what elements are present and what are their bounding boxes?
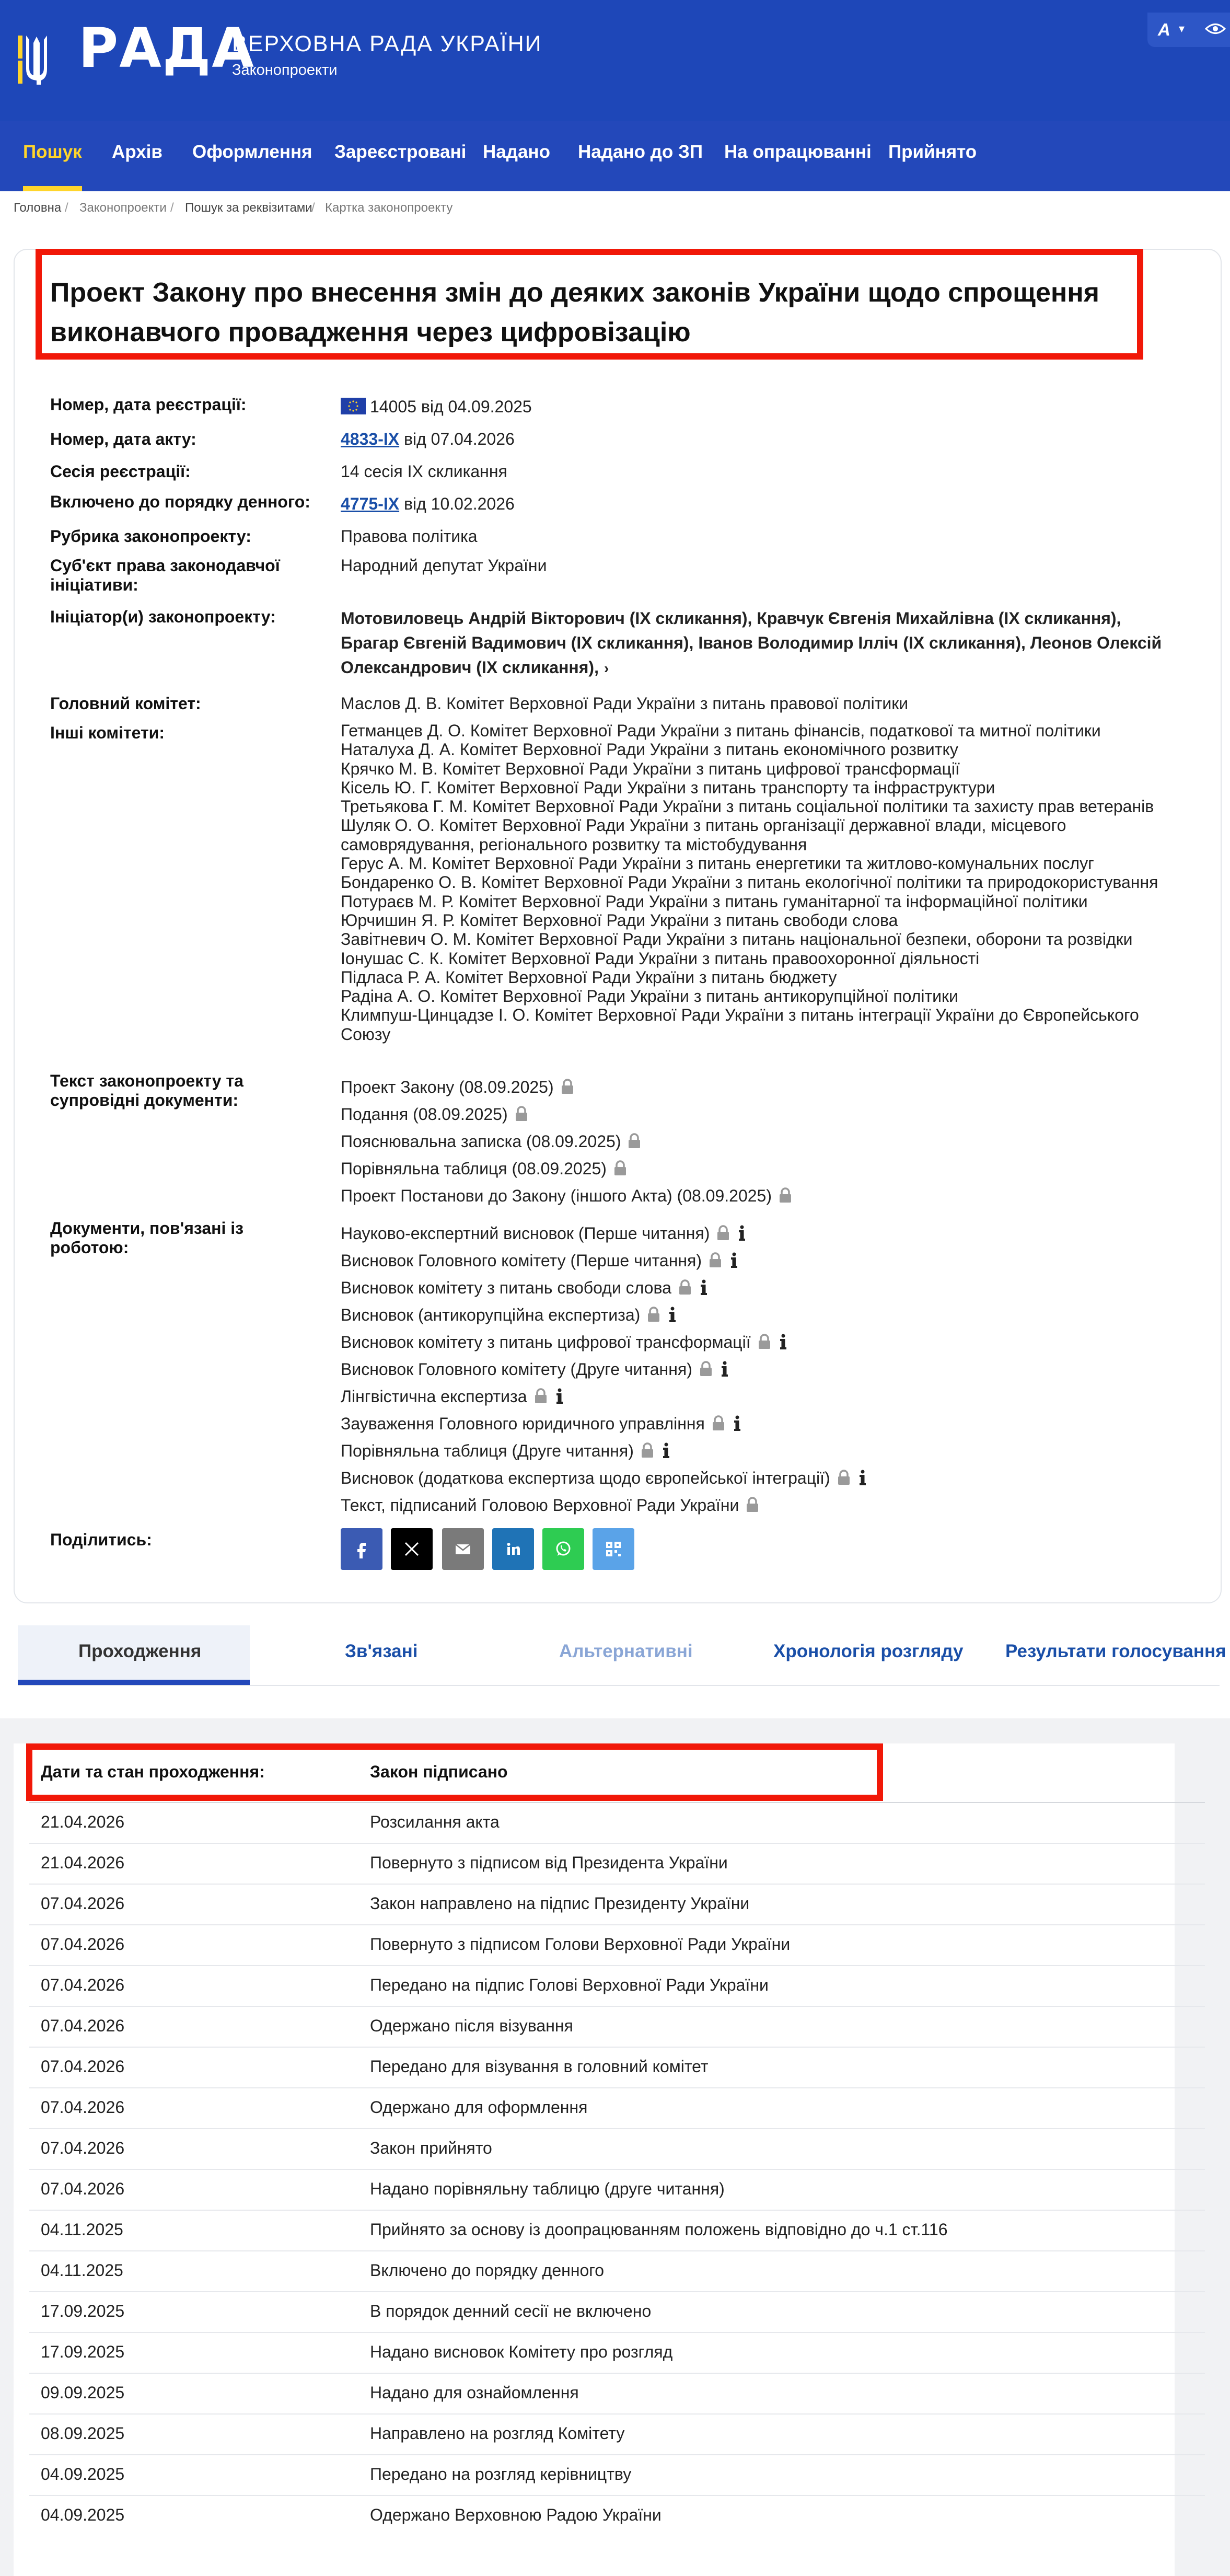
tabs-divider [18, 1685, 1220, 1686]
row-divider [29, 2087, 1205, 2088]
font-size-button[interactable]: A [1158, 20, 1170, 39]
lock-icon [711, 1415, 726, 1431]
eye-icon[interactable] [1205, 22, 1226, 36]
section-spacer [0, 1718, 1230, 1734]
info-icon[interactable] [721, 1361, 729, 1377]
row-status: Закон направлено на підпис Президенту України [370, 1894, 750, 1913]
work-doc-item[interactable]: Висновок Головного комітету (Друге читання) [341, 1360, 729, 1379]
work-doc-item[interactable]: Текст, підписаний Головою Верховної Ради України [341, 1496, 760, 1515]
session-value: 14 сесія IX скликання [341, 462, 507, 481]
nav-item-search[interactable]: Пошук [23, 121, 82, 191]
work-doc-item[interactable]: Порівняльна таблиця (Друге читання) [341, 1441, 670, 1460]
row-divider [29, 1924, 1205, 1925]
nav-item-provided[interactable]: Надано [483, 142, 550, 162]
breadcrumb-separator: / [65, 201, 68, 215]
lock-icon [757, 1334, 772, 1349]
row-status: Надано для ознайомлення [370, 2383, 579, 2402]
row-date: 07.04.2026 [41, 2098, 125, 2117]
act-label: Номер, дата акту: [50, 430, 196, 448]
session-label: Сесія реєстрації: [50, 462, 191, 481]
tab-alternative[interactable]: Альтернативні [559, 1641, 693, 1661]
info-icon[interactable] [730, 1252, 738, 1268]
row-date: 07.04.2026 [41, 2016, 125, 2035]
row-status: Направлено на розгляд Комітету [370, 2424, 625, 2443]
row-date: 04.11.2025 [41, 2220, 123, 2239]
lock-icon [837, 1470, 851, 1485]
reg-value: 14005 від 04.09.2025 [370, 397, 532, 416]
bill-title: Проект Закону про внесення змін до деяких законів України щодо спрощення виконавчого провадження через цифровізацію [50, 278, 1100, 348]
subject-value: Народний депутат України [341, 556, 547, 575]
info-icon[interactable] [779, 1334, 787, 1349]
row-divider [29, 2047, 1205, 2048]
info-icon[interactable] [738, 1225, 746, 1241]
share-linkedin-button[interactable] [492, 1528, 534, 1570]
breadcrumb-search[interactable]: Пошук за реквізитами [185, 201, 312, 215]
docs-label: Документи, пов'язані із роботою: [50, 1219, 244, 1257]
chevron-right-icon[interactable]: › [604, 660, 609, 676]
committee-item: Наталуха Д. А. Комітет Верховної Ради України з питань економічного розвитку [341, 740, 958, 759]
committee-item: Бондаренко О. В. Комітет Верховної Ради України з питань екологічної політики та природокористування [341, 873, 1158, 892]
share-x-button[interactable] [391, 1528, 433, 1570]
row-status: Прийнято за основу із доопрацюванням положень відповідно до ч.1 ст.116 [370, 2220, 948, 2239]
row-status: Передано на підпис Голові Верховної Ради України [370, 1976, 769, 1994]
row-status: В порядок денний сесії не включено [370, 2302, 652, 2320]
chevron-down-icon[interactable]: ▾ [1179, 22, 1185, 35]
texts-label: Текст законопроекту та супровідні документи: [50, 1071, 243, 1110]
row-date: 21.04.2026 [41, 1853, 125, 1872]
reg-value-row [341, 397, 532, 417]
row-status: Надано висновок Комітету про розгляд [370, 2342, 673, 2361]
row-status: Одержано Верховною Радою України [370, 2505, 662, 2524]
linkedin-icon [503, 1539, 524, 1560]
committee-item: Крячко М. В. Комітет Верховної Ради України з питань цифрової трансформації [341, 759, 960, 778]
share-qr-button[interactable] [593, 1528, 634, 1570]
row-date: 07.04.2026 [41, 2179, 125, 2198]
row-divider [29, 2006, 1205, 2007]
lock-icon [627, 1133, 642, 1149]
committee-item: Третьякова Г. М. Комітет Верховної Ради України з питань соціальної політики та захисту прав ветеранів [341, 797, 1154, 816]
lock-icon [678, 1279, 692, 1295]
row-date: 04.09.2025 [41, 2505, 125, 2524]
row-divider [29, 1884, 1205, 1885]
tab-related[interactable]: Зв'язані [345, 1641, 418, 1661]
lock-icon [699, 1361, 713, 1377]
site-logo-text[interactable]: РАДА [78, 16, 255, 80]
row-date: 17.09.2025 [41, 2302, 125, 2320]
nav-item-provided-zp[interactable]: Надано до ЗП [578, 142, 703, 162]
main-committee-value: Маслов Д. В. Комітет Верховної Ради України з питань правової політики [341, 694, 909, 713]
row-divider [29, 2373, 1205, 2374]
row-status: Передано на розгляд керівництву [370, 2465, 632, 2483]
row-divider [29, 2250, 1205, 2251]
nav-item-registered[interactable]: Зареєстровані [334, 142, 467, 162]
info-icon[interactable] [733, 1415, 741, 1431]
row-status: Передано для візування в головний комітет [370, 2057, 709, 2076]
breadcrumb-home[interactable]: Головна [14, 201, 62, 215]
agenda-label: Включено до порядку денного: [50, 492, 310, 511]
accessibility-tools [1147, 13, 1230, 47]
rubric-value: Правова політика [341, 527, 478, 546]
work-doc-item[interactable]: Висновок Головного комітету (Перше читання) [341, 1251, 738, 1270]
committee-item: Шуляк О. О. Комітет Верховної Ради України з питань організації державної влади, місцевого самоврядування, регіонального розвитку та містобудування [341, 816, 1066, 854]
main-nav [0, 121, 1230, 191]
row-status: Повернуто з підписом від Президента України [370, 1853, 728, 1872]
lock-icon [640, 1442, 655, 1458]
eu-flag-icon [341, 398, 366, 414]
tab-chronology[interactable]: Хронологія розгляду [773, 1641, 964, 1661]
act-date: від 07.04.2026 [403, 430, 515, 448]
nav-item-in-processing[interactable]: На опрацюванні [724, 142, 872, 162]
lock-icon [646, 1307, 661, 1322]
row-status: Повернуто з підписом Голови Верховної Ради України [370, 1935, 791, 1954]
info-icon[interactable] [858, 1470, 867, 1485]
row-status: Одержано для оформлення [370, 2098, 588, 2117]
row-status: Одержано після візування [370, 2016, 573, 2035]
progress-header-status: Закон підписано [370, 1762, 508, 1781]
committee-item: Завітневич О. М. Комітет Верховної Ради України з питань національної безпеки, оборони та розвідки [341, 930, 1133, 949]
act-number-link[interactable]: 4833-IX [341, 430, 400, 448]
row-status: Включено до порядку денного [370, 2261, 605, 2280]
work-doc-item[interactable]: Висновок комітету з питань цифрової трансформації [341, 1333, 787, 1351]
initiators-value-row [341, 606, 1177, 680]
row-divider [29, 1965, 1205, 1966]
committee-item: Підласа Р. А. Комітет Верховної Ради України з питань бюджету [341, 967, 837, 987]
breadcrumb-separator: / [170, 201, 174, 215]
main-committee-label: Головний комітет: [50, 694, 201, 713]
nav-item-formatting[interactable]: Оформлення [192, 142, 312, 162]
rubric-label: Рубрика законопроекту: [50, 527, 251, 546]
share-mail-button[interactable] [442, 1528, 484, 1570]
row-date: 21.04.2026 [41, 1812, 125, 1831]
section-name[interactable]: Законопроекти [232, 62, 338, 78]
progress-header-label: Дати та стан проходження: [41, 1762, 265, 1781]
text-doc-item[interactable]: Порівняльна таблиця (08.09.2025) [341, 1159, 628, 1178]
share-facebook-button[interactable] [341, 1528, 382, 1570]
subject-label: Суб'єкт права законодавчої ініціативи: [50, 556, 280, 594]
row-divider [29, 2495, 1205, 2496]
work-doc-item[interactable]: Лінгвістична експертиза [341, 1387, 564, 1406]
initiators-value: Мотовиловець Андрій Вікторович (IX скликання), Кравчук Євгенія Михайлівна (IX скликання), Брагар Євгеній Вадимович (IX скликання), Іванов Володимир Ілліч (IX скликання), Леонов Олексій Олександрович (IX скликання), [341, 609, 1162, 677]
site-subtitle: ВЕРХОВНА РАДА УКРАЇНИ [232, 31, 542, 56]
info-icon[interactable] [555, 1388, 564, 1404]
row-date: 07.04.2026 [41, 1894, 125, 1913]
committee-item: Кісель Ю. Г. Комітет Верховної Ради України з питань транспорту та інфраструктури [341, 778, 995, 797]
row-divider [29, 2169, 1205, 2170]
agenda-date: від 10.02.2026 [403, 494, 515, 513]
lock-icon [514, 1106, 529, 1122]
breadcrumb-bills[interactable]: Законопроекти [79, 201, 167, 215]
lock-icon [745, 1497, 760, 1512]
lock-icon [560, 1079, 575, 1094]
tab-passage[interactable]: Проходження [78, 1641, 202, 1661]
lock-icon [613, 1160, 628, 1176]
other-committees-list [341, 721, 1177, 1044]
other-committees-label: Інші комітети: [50, 723, 165, 742]
committee-item: Герус А. М. Комітет Верховної Ради України з питань енергетики та житлово-комунальних послуг [341, 854, 1094, 873]
agenda-number-link[interactable]: 4775-IX [341, 494, 400, 513]
row-divider [29, 2413, 1205, 2415]
work-doc-item[interactable]: Науково-експертний висновок (Перше читання) [341, 1224, 746, 1243]
committee-item: Гетманцев Д. О. Комітет Верховної Ради України з питань фінансів, податкової та митної політики [341, 721, 1101, 740]
info-icon[interactable] [662, 1442, 670, 1458]
text-doc-item[interactable]: Проект Постанови до Закону (іншого Акта) (08.09.2025) [341, 1186, 793, 1205]
row-status: Розсилання акта [370, 1812, 500, 1831]
row-divider [29, 2128, 1205, 2129]
nav-item-adopted[interactable]: Прийнято [888, 142, 977, 162]
breadcrumb-separator: / [311, 201, 315, 215]
trident-icon[interactable] [18, 32, 47, 87]
committee-item: Юрчишин Я. Р. Комітет Верховної Ради України з питань свободи слова [341, 910, 898, 930]
work-doc-item[interactable]: Висновок комітету з питань свободи слова [341, 1278, 708, 1297]
info-icon[interactable] [668, 1307, 677, 1322]
row-date: 17.09.2025 [41, 2342, 125, 2361]
work-doc-item[interactable]: Зауваження Головного юридичного управління [341, 1414, 741, 1433]
row-date: 07.04.2026 [41, 1976, 125, 1994]
row-divider [29, 2291, 1205, 2292]
row-divider [29, 2332, 1205, 2333]
text-doc-item[interactable]: Пояснювальна записка (08.09.2025) [341, 1132, 642, 1151]
row-date: 04.11.2025 [41, 2261, 123, 2280]
x-icon [401, 1539, 422, 1560]
nav-item-archive[interactable]: Архів [112, 142, 163, 162]
mail-icon [452, 1539, 473, 1560]
row-date: 08.09.2025 [41, 2424, 125, 2443]
committee-item: Радіна А. О. Комітет Верховної Ради України з питань антикорупційної політики [341, 987, 958, 1006]
whatsapp-icon [553, 1539, 574, 1560]
table-header-divider [29, 1802, 1205, 1803]
committee-item: Потураєв М. Р. Комітет Верховної Ради України з питань гуманітарної та інформаційної політики [341, 892, 1088, 911]
row-date: 04.09.2025 [41, 2465, 125, 2483]
tab-voting-results[interactable]: Результати голосування [1005, 1641, 1226, 1661]
row-date: 09.09.2025 [41, 2383, 125, 2402]
tab-active-indicator [18, 1680, 250, 1685]
work-doc-item[interactable]: Висновок (антикорупційна експертиза) [341, 1306, 677, 1324]
committee-item: Климпуш-Цинцадзе І. О. Комітет Верховної Ради України з питань інтеграції України до Європейського Союзу [341, 1006, 1139, 1044]
agenda-value-row [341, 494, 515, 514]
row-date: 07.04.2026 [41, 1935, 125, 1954]
row-date: 07.04.2026 [41, 2139, 125, 2157]
info-icon[interactable] [700, 1279, 708, 1295]
breadcrumb-current: Картка законопроекту [325, 201, 453, 215]
text-doc-item[interactable]: Подання (08.09.2025) [341, 1105, 529, 1124]
row-date: 07.04.2026 [41, 2057, 125, 2076]
nav-active-indicator [23, 186, 82, 191]
work-doc-item[interactable]: Висновок (додаткова експертиза щодо європейської інтеграції) [341, 1469, 867, 1487]
reg-label: Номер, дата реєстрації: [50, 395, 247, 414]
lock-icon [708, 1252, 723, 1268]
text-doc-item[interactable]: Проект Закону (08.09.2025) [341, 1078, 575, 1096]
lock-icon [533, 1388, 548, 1404]
committee-item: Іонушас С. К. Комітет Верховної Ради України з питань правоохоронної діяльності [341, 949, 980, 968]
share-label: Поділитись: [50, 1530, 152, 1549]
row-status: Закон прийнято [370, 2139, 492, 2157]
act-value-row [341, 430, 515, 449]
row-divider [29, 2210, 1205, 2211]
lock-icon [778, 1187, 793, 1203]
row-divider [29, 2454, 1205, 2455]
site-header [0, 0, 1230, 121]
qr-icon [603, 1539, 624, 1560]
lock-icon [716, 1225, 730, 1241]
share-whatsapp-button[interactable] [542, 1528, 584, 1570]
row-divider [29, 1843, 1205, 1844]
row-status: Надано порівняльну таблицю (друге читання) [370, 2179, 725, 2198]
facebook-icon [351, 1539, 372, 1560]
initiators-label: Ініціатор(и) законопроекту: [50, 607, 276, 626]
